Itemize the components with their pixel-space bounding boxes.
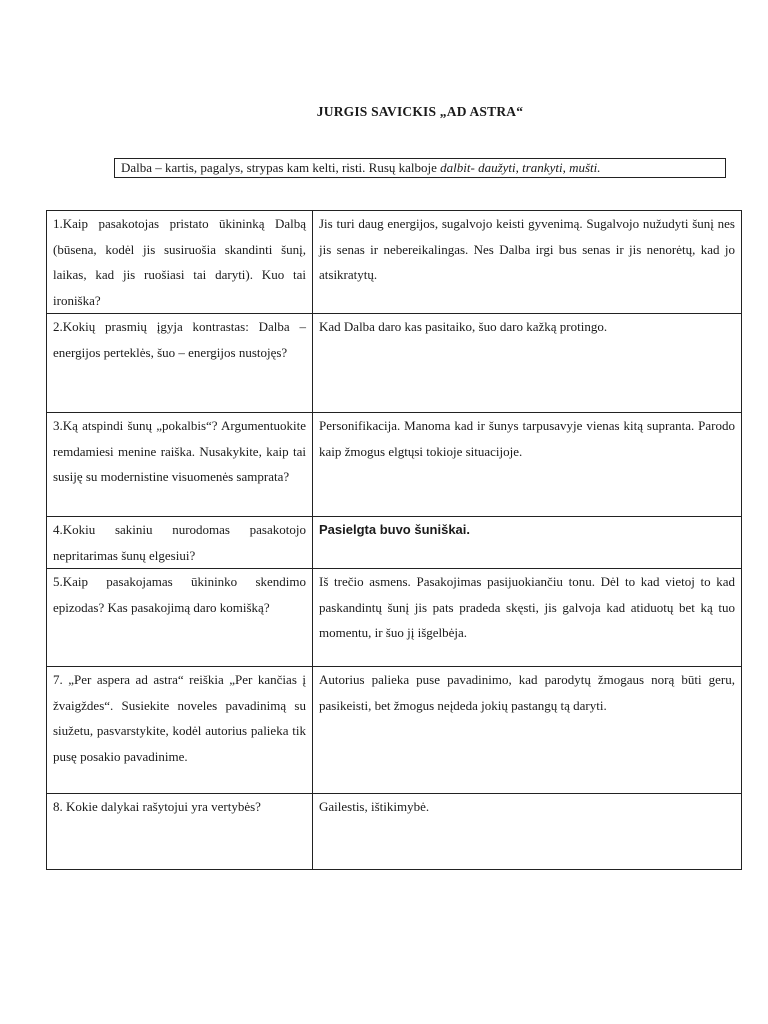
answer-cell: Autorius palieka puse pavadinimo, kad parodytų žmogaus norą būti geru, pasikeisti, bet žmogus neįdeda jokių pastangų tą daryti.	[313, 667, 742, 794]
question-cell: 7. „Per aspera ad astra“ reiškia „Per kančias į žvaigždes“. Susiekite noveles pavadinimą su siužetu, pasvarstykite, kodėl autorius palieka tik pusę posakio pavadinime.	[47, 667, 313, 794]
table-row	[47, 667, 742, 794]
table-row	[47, 314, 742, 413]
table-row	[47, 211, 742, 314]
answer-cell: Personifikacija. Manoma kad ir šunys tarpusavyje vienas kitą supranta. Parodo kaip žmogus elgtųsi tokioje situacijoje.	[313, 413, 742, 517]
question-cell: 2.Kokių prasmių įgyja kontrastas: Dalba – energijos perteklės, šuo – energijos nustojęs?	[47, 314, 313, 413]
answer-cell: Iš trečio asmens. Pasakojimas pasijuokiančiu tonu. Dėl to kad vietoj to kad paskandintų šunį jis pats pradeda skęsti, jis galvoja kad atiduotų bet ką tuo momentu, ir šuo jį išgelbėja.	[313, 569, 742, 667]
table-row	[47, 413, 742, 517]
definition-box	[114, 158, 726, 178]
table-row	[47, 794, 742, 870]
definition-russian-text: dalbit- daužyti, trankyti, mušti.	[440, 160, 601, 175]
document-title: JURGIS SAVICKIS „AD ASTRA“	[316, 104, 524, 119]
question-cell: 8. Kokie dalykai rašytojui yra vertybės?	[47, 794, 313, 870]
definition-text: Dalba – kartis, pagalys, strypas kam kelti, risti. Rusų kalboje	[121, 160, 441, 175]
table-row	[47, 569, 742, 667]
answer-cell: Pasielgta buvo šuniškai.	[313, 517, 742, 569]
question-answer-table	[46, 210, 742, 870]
answer-cell: Kad Dalba daro kas pasitaiko, šuo daro kažką protingo.	[313, 314, 742, 413]
answer-cell: Gailestis, ištikimybė.	[313, 794, 742, 870]
table-row	[47, 517, 742, 569]
question-cell: 1.Kaip pasakotojas pristato ūkininką Dalbą (būsena, kodėl jis susiruošia skandinti šunį, laikas, kad jis ruošiasi tai daryti). Kuo tai ironiška?	[47, 211, 313, 314]
question-cell: 5.Kaip pasakojamas ūkininko skendimo epizodas? Kas pasakojimą daro komišką?	[47, 569, 313, 667]
question-cell: 4.Kokiu sakiniu nurodomas pasakotojo nepritarimas šunų elgesiui?	[47, 517, 313, 569]
question-cell: 3.Ką atspindi šunų „pokalbis“? Argumentuokite remdamiesi menine raiška. Nusakykite, kaip tai susiję su modernistine visuomenės samprata?	[47, 413, 313, 517]
answer-cell: Jis turi daug energijos, sugalvojo keisti gyvenimą. Sugalvojo nužudyti šunį nes jis senas ir nebereikalingas. Nes Dalba irgi bus senas ir jis nenorėtų, kad jo atsikratytų.	[313, 211, 742, 314]
